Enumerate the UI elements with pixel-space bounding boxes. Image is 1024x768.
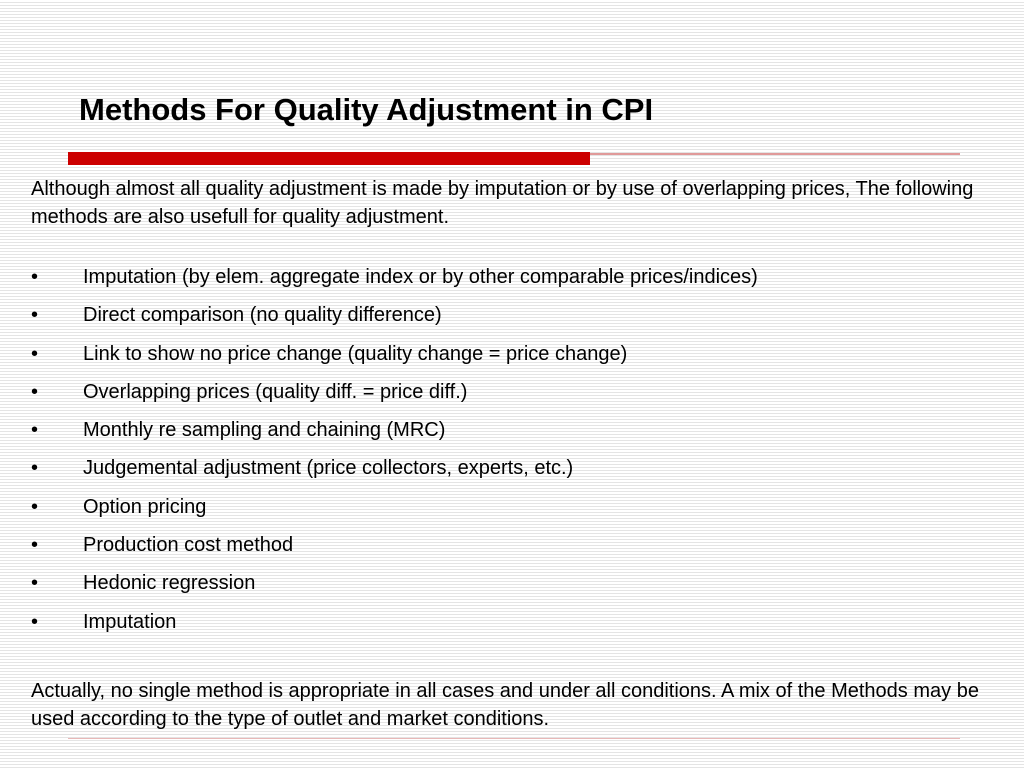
- bullet-icon: •: [31, 342, 39, 365]
- bullet-icon: •: [31, 572, 39, 595]
- list-item: [31, 530, 991, 568]
- list-item: [31, 415, 991, 453]
- conclusion-paragraph: Actually, no single method is appropriate in all cases and under all conditions. A mix of the Methods may be used according to the type of outlet and market conditions.: [31, 680, 979, 730]
- list-item-text: Link to show no price change (quality change = price change): [83, 342, 628, 365]
- list-item-text: Imputation (by elem. aggregate index or by other comparable prices/indices): [83, 266, 758, 288]
- list-item-text: Judgemental adjustment (price collectors, experts, etc.): [83, 457, 574, 480]
- list-item: [31, 492, 991, 530]
- list-item: [31, 607, 991, 645]
- list-item: [31, 568, 991, 606]
- list-item: [31, 300, 991, 338]
- intro-paragraph: Although almost all quality adjustment is made by imputation or by use of overlapping prices, The following methods are also usefull for quality adjustment.: [31, 178, 974, 228]
- list-item-text: Monthly re sampling and chaining (MRC): [83, 419, 446, 442]
- list-item: [31, 262, 991, 300]
- footer-rule-line: [68, 738, 960, 739]
- bullet-icon: •: [31, 457, 39, 480]
- bullet-icon: •: [31, 495, 39, 518]
- methods-list: [31, 262, 991, 645]
- list-item-text: Overlapping prices (quality diff. = price diff.): [83, 380, 468, 403]
- bullet-icon: •: [31, 380, 39, 403]
- title-rule-line: [590, 153, 960, 155]
- list-item-text: Option pricing: [83, 495, 207, 518]
- bullet-icon: •: [31, 419, 39, 442]
- bullet-icon: •: [31, 266, 39, 288]
- slide-title: Methods For Quality Adjustment in CPI: [79, 92, 654, 127]
- list-item-text: Imputation: [83, 610, 177, 633]
- bullet-icon: •: [31, 534, 39, 557]
- list-item: [31, 377, 991, 415]
- title-underline: [68, 152, 960, 166]
- bullet-icon: •: [31, 304, 39, 327]
- list-item-text: Hedonic regression: [83, 572, 256, 595]
- list-item: [31, 453, 991, 491]
- list-item-text: Production cost method: [83, 534, 294, 557]
- list-item-text: Direct comparison (no quality difference): [83, 304, 442, 327]
- list-item: [31, 339, 991, 377]
- bullet-icon: •: [31, 610, 39, 633]
- title-accent-bar: [68, 152, 590, 165]
